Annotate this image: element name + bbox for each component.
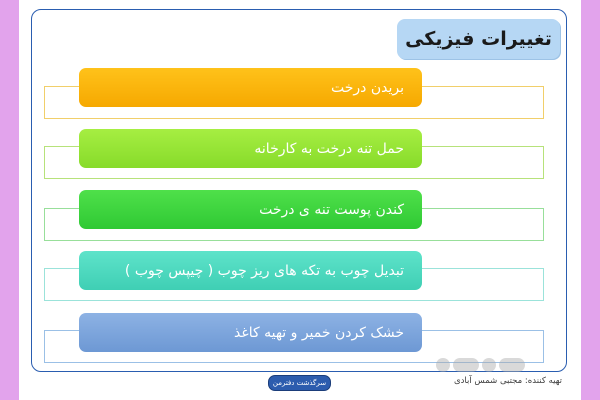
step-label-3: کندن پوست تنه ی درخت (259, 201, 404, 218)
right-decor-bar (581, 0, 600, 400)
step-label-1: بریدن درخت (331, 79, 404, 96)
watermark-dot (482, 358, 496, 372)
slide-title: تغییرات فیزیکی (397, 19, 560, 59)
credit-text: تهیه کننده: مجتبی شمس آبادی (453, 376, 562, 386)
step-label-4: تبدیل چوب به تکه های ریز چوب ( چیپس چوب ) (124, 262, 404, 279)
watermark-dot (436, 358, 450, 372)
watermark-dot (453, 358, 479, 372)
left-decor-bar (0, 0, 19, 400)
step-label-5: خشک کردن خمیر و تهیه کاغذ (234, 324, 404, 341)
step-box-1 (79, 68, 422, 107)
step-box-2 (79, 129, 422, 168)
nav-home-button[interactable]: سرگذشت دفترمن (268, 375, 331, 391)
step-box-3 (79, 190, 422, 229)
step-box-4 (79, 251, 422, 290)
step-box-5 (79, 313, 422, 352)
watermark-dot (499, 358, 525, 372)
step-label-2: حمل تنه درخت به کارخانه (254, 140, 404, 157)
